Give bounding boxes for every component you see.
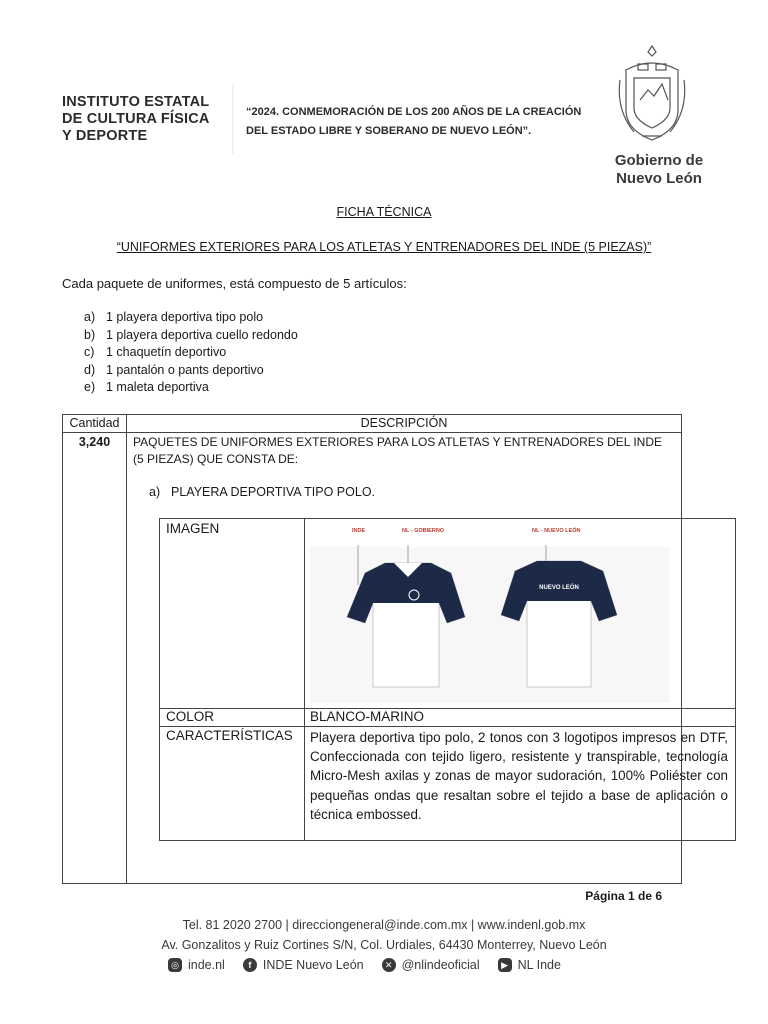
sub-item-letter: a) [149,485,161,499]
intro-text: Cada paquete de uniformes, está compuesto de 5 artículos: [62,276,407,291]
list-letter: e) [84,380,96,394]
institute-line: Y DEPORTE [62,128,148,144]
government-line: Gobierno de [614,152,704,169]
list-item [84,379,298,397]
list-text: 1 playera deportiva tipo polo [106,310,264,324]
commemoration-line: “2024. CONMEMORACIÓN DE LOS 200 AÑOS DE LA CREACIÓN [246,106,582,118]
list-text: 1 maleta deportiva [106,380,209,394]
document-title: FICHA TÉCNICA [336,205,432,219]
document-subtitle: “UNIFORMES EXTERIORES PARA LOS ATLETAS Y ENTRENADORES DEL INDE (5 PIEZAS)” [116,240,652,254]
social-x[interactable] [382,958,480,972]
list-letter: a) [84,310,96,324]
item-detail-table [159,518,736,841]
inner-row-divider [160,726,735,727]
government-logo-text [594,152,724,188]
color-value: BLANCO-MARINO [310,709,425,724]
image-label: IMAGEN [166,521,220,536]
color-label: COLOR [166,709,215,724]
footer-contact: Tel. 81 2020 2700 | direcciongeneral@inde.com.mx | www.indenl.gob.mx [182,918,586,932]
list-text: 1 chaquetín deportivo [106,345,227,359]
polo-shirt-image [310,523,670,703]
specification-table [62,414,728,884]
list-item [84,309,298,327]
features-label: CARACTERÍSTICAS [166,728,293,743]
sub-item-heading [149,485,375,499]
inner-column-divider [304,519,305,840]
list-item [84,344,298,362]
sub-item-text: PLAYERA DEPORTIVA TIPO POLO. [171,485,376,499]
list-item [84,362,298,380]
back-print-text: NUEVO LEÓN [539,585,579,591]
commemoration-line: DEL ESTADO LIBRE Y SOBERANO DE NUEVO LEÓN”. [246,125,532,137]
social-youtube[interactable] [498,958,561,972]
social-label: inde.nl [188,958,225,972]
x-icon: ✕ [382,958,396,972]
coat-of-arms-logo [612,40,692,150]
annotation-nl-nuevo-leon: NL - NUEVO LEÓN [532,528,581,534]
description-header: DESCRIPCIÓN [360,416,448,430]
header-divider [232,84,235,154]
commemoration-text [246,103,596,141]
list-letter: d) [84,362,96,377]
social-links [168,958,561,972]
social-label: NL Inde [517,958,561,972]
items-list [84,309,298,397]
package-description: PAQUETES DE UNIFORMES EXTERIORES PARA LOS ATLETAS Y ENTRENADORES DEL INDE (5 PIEZAS) QUE CONSTA DE: [133,435,663,466]
list-item [84,327,298,345]
social-instagram[interactable] [168,958,225,972]
social-label: @nlindeoficial [401,958,480,972]
list-letter: b) [84,327,96,342]
features-value: Playera deportiva tipo polo, 2 tonos con 3 logotipos impresos en DTF, Confeccionada con tejido ligero, resistente y transpirable, tecnología Micro-Mesh axilas y zonas de mayor sudoración, 100% Poliéster con pequeñas ondas que resaltan sobre el tejido a base de aplicación o técnica embossed. [310,730,728,822]
facebook-icon: f [243,958,257,972]
list-text: 1 playera deportiva cuello redondo [106,327,298,342]
government-line: Nuevo León [616,170,702,187]
institute-line: INSTITUTO ESTATAL [62,94,210,110]
quantity-value: 3,240 [78,435,111,449]
list-text: 1 pantalón o pants deportivo [106,362,264,377]
inner-row-divider [160,708,735,709]
youtube-icon: ▶ [498,958,512,972]
annotation-inde: INDE [352,528,366,534]
social-label: INDE Nuevo León [262,958,364,972]
quantity-header: Cantidad [69,416,120,430]
instagram-icon: ◎ [168,958,182,972]
annotation-nl-gobierno: NL - GOBIERNO [402,528,445,534]
column-divider [126,415,127,883]
institute-line: DE CULTURA FÍSICA [62,111,210,127]
list-letter: c) [84,345,95,359]
page-number: Página 1 de 6 [585,889,662,903]
footer-address: Av. Gonzalitos y Ruiz Cortines S/N, Col. Urdiales, 64430 Monterrey, Nuevo León [161,938,607,952]
social-facebook[interactable] [243,958,364,972]
institute-name [62,94,232,145]
